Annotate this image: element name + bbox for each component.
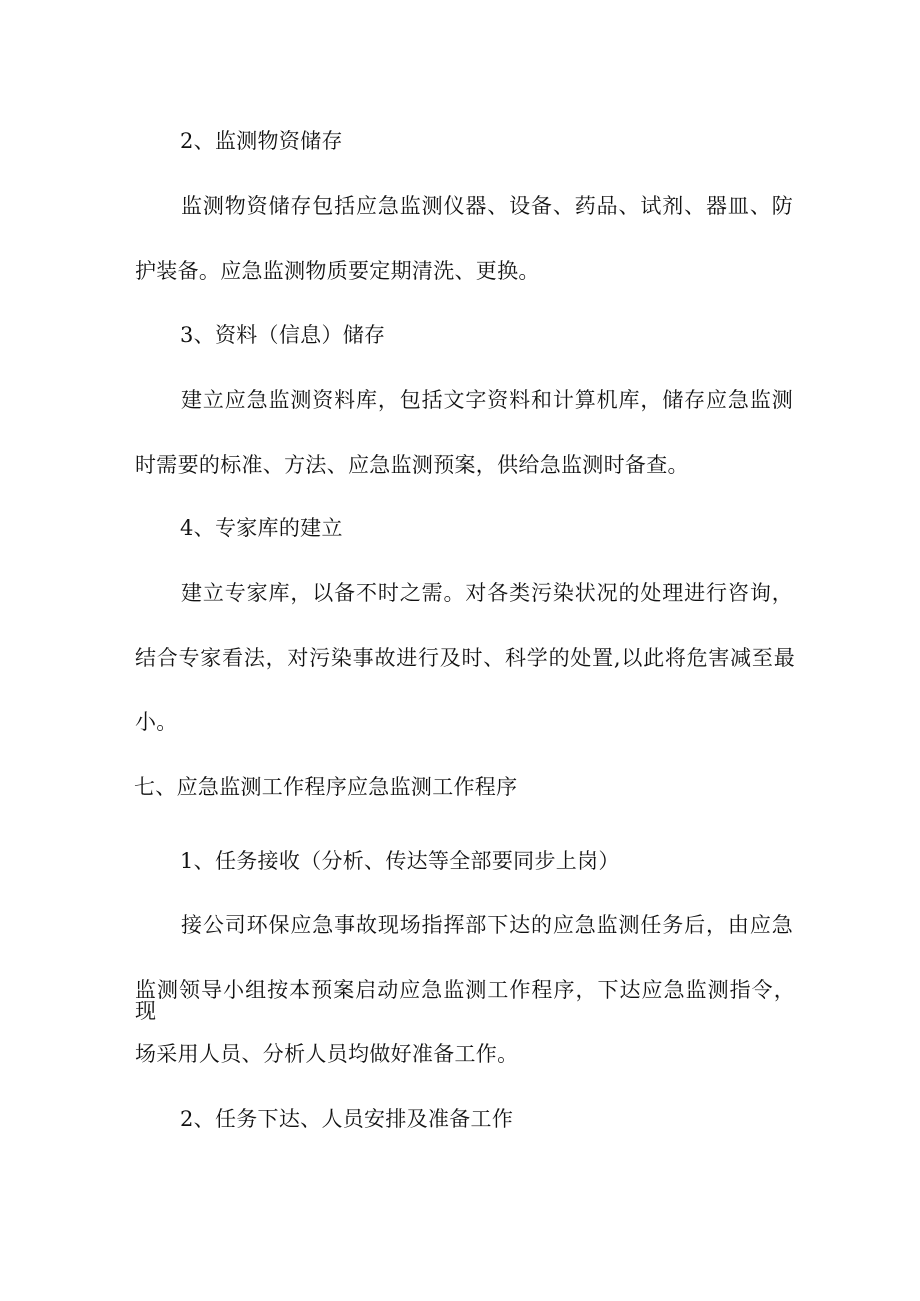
- paragraph-line: 接公司环保应急事故现场指挥部下达的应急监测任务后，由应急: [181, 913, 793, 937]
- chapter-heading: 七、应急监测工作程序应急监测工作程序: [134, 775, 518, 799]
- subsection-heading-2: 2、任务下达、人员安排及准备工作: [180, 1107, 514, 1131]
- section-heading-4: 4、专家库的建立: [180, 516, 343, 540]
- paragraph-line: 监测领导小组按本预案启动应急监测工作程序，下达应急监测指令，现: [135, 978, 795, 1023]
- paragraph-line: 监测物资储存包括应急监测仪器、设备、药品、试剂、器皿、防: [181, 194, 793, 218]
- paragraph-line: 建立应急监测资料库，包括文字资料和计算机库，储存应急监测: [181, 388, 793, 412]
- section-heading-3: 3、资料（信息）储存: [180, 323, 386, 347]
- paragraph-line: 场采用人员、分析人员均做好准备工作。: [135, 1042, 519, 1066]
- paragraph-line: 护装备。应急监测物质要定期清洗、更换。: [135, 259, 540, 283]
- paragraph-line: 时需要的标准、方法、应急监测预案，供给急监测时备查。: [135, 453, 689, 477]
- paragraph-line: 小。: [135, 710, 178, 734]
- section-heading-2: 2、监测物资储存: [180, 129, 343, 153]
- paragraph-line: 建立专家库，以备不时之需。对各类污染状况的处理进行咨询，: [181, 581, 793, 605]
- paragraph-line: 结合专家看法，对污染事故进行及时、科学的处置,以此将危害减至最: [135, 646, 795, 670]
- subsection-heading-1: 1、任务接收（分析、传达等全部要同步上岗）: [180, 849, 620, 873]
